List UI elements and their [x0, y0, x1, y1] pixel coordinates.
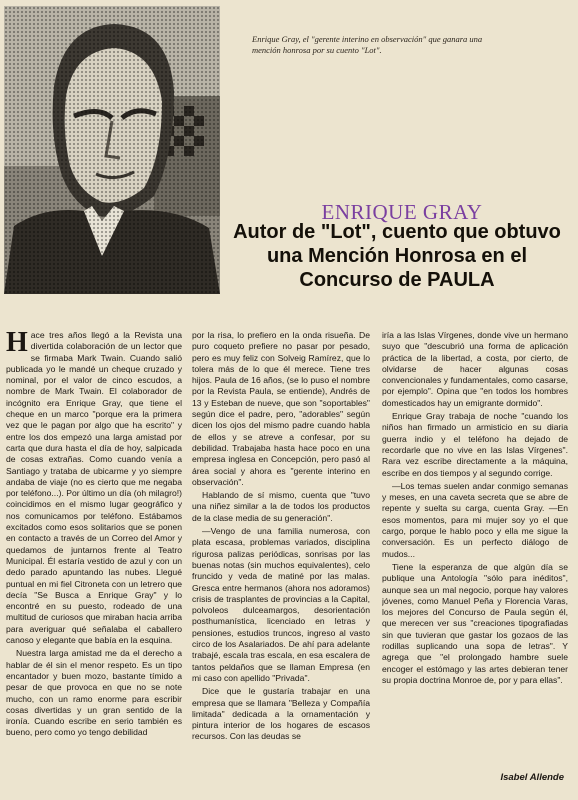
paragraph: —Los temas suelen andar conmigo semanas y meses, en una caveta secreta que se abre de repente y suelta su carga, cuenta Gray. —En esos momentos, para mi mujer soy yo el que cargo, porque le hablo poco y ella me sigue la conversación. Es un perfecto diálogo de mudos... — [382, 480, 568, 559]
subject-name: ENRIQUE GRAY — [321, 200, 483, 224]
paragraph: Hace tres años llegó a la Revista una divertida colaboración de un lector que se firmaba Mark Twain. Cuando salió publicada yo le mandé un cheque cruzado y nominal, por el valor de cinco escudos, a nombre de Mark Twain. El colaborador de incógnito era Enrique Gray, que tiene el cheque en un marco "porque era la primera vez que le pagan por algo que ha escrito" y entre los dos empezó una larga amistad por carta que dura hasta el día de hoy, salpicada de cosas extrañas. Como cuando venía a Santiago y trataba de ubicarme y yo siempre andaba de viaje (no es cierto que me negaba por teléfono...). Por último un día (oh milagro!) coincidimos en el mismo lugar geográfico y nos comunicamos por teléfono. Estábamos excitados como esos solitarios que se ponen en contacto a través de un Correo del Amor y quedamos de juntarnos frente al Teatro Municipal. Él estaría vestido de azul y con un dedo parado apuntando las nubes. Llegué puntual en mi fiel Citroneta con un letrero que decía "Se Busca a Enrique Gray" y lo encontré en su puesto, rodeado de una multitud de curiosos que miraban hacia arriba para averiguar qué señalaba el caballero canoso y elegante que babía en la esquina. — [6, 330, 182, 646]
paragraph: Tiene la esperanza de que algún día se publique una Antología "sólo para inéditos", aunque sea un mal negocio, porque hay valores jóvenes, como Manuel Peña y Florencia Varas, los mejores del Concurso de Paula según él, que merecen ver sus "creaciones tipografiadas sin que tuvieran que gastar los gozaos de las rodillas suplicando una sopa de letras". Y agrega que "el prolongado hambre suele encoger el estómago y las artes debieran tener su propia doctrina Monroe de, por y para ellas". — [382, 561, 568, 685]
drop-cap: H — [6, 330, 28, 358]
author-signature: Isabel Allende — [500, 772, 564, 783]
paragraph: Dice que le gustaría trabajar en una empresa que se llamara "Belleza y Compañía limitada" dedicada a la ornamentación y pintura interior de los hogares de escasos recursos. Con las deudas se — [192, 686, 370, 742]
portrait-photo — [4, 6, 220, 294]
paragraph: Enrique Gray trabaja de noche "cuando los niños han firmado un armisticio en su diaria guerra indio y el teléfono ha dejado de recordarle que no vive en las Islas Vírgenes". Rara vez escribe directamente a la máquina, escribe en dos tiempos y al segundo corrige. — [382, 411, 568, 478]
text-column-3 — [382, 330, 568, 762]
text-column-1 — [6, 330, 182, 790]
photo-caption: Enrique Gray, el "gerente interino en observación" que ganara una mención honrosa por su cuento "Lot". — [252, 34, 483, 55]
paragraph: —Vengo de una familia numerosa, con plata escasa, problemas variados, disciplina rigurosa palizas periódicas, sonrisas por las buenas notas (sin muchos equivalentes), celo fruncido y veda de matiné por las malas. Gresca entre hermanos (ahora nos adoramos) crisis de trasplantes de provincias a la Capital, polvoleos dulceamargos, desorientación posthumanística, licenciado en letras y pensiones, estudios truncos, ingreso al vasto circo de los Asalariados. De ahí para adelante trabajé, escala tras escala, en esa escalera de tantos peldaños que se llaman Empresa (en mi caso con apellido "Privada". — [192, 526, 370, 683]
paragraph: por la risa, lo prefiero en la onda risueña. De puro coqueto prefiere no pasar por pesado, pero es muy feliz con Solveig Ramírez, que lo tolera más de lo que él merece. Tiene tres hijos. Paula de 16 años, (se lo puso el nombre por la Revista Paula, se entiende), Andrés de 13 y Esteban de nueve, que son "soportables" según dice el padre, pero, "adorables" según dicen los ojos del mismo padre cuando habla de ellos y se atreve a confesar, por su debilidad. Trabajaba hasta hace poco en una empresa inglesa en Concepción, pero pasó al área social y ahora es "gerente interino en observación". — [192, 330, 370, 487]
text-column-2 — [192, 330, 370, 790]
paragraph: Hablando de sí mismo, cuenta que "tuvo una niñez similar a la de todos los productos de la clase media de su generación". — [192, 490, 370, 523]
paragraph: iría a las Islas Vírgenes, donde vive un hermano suyo que "descubrió una forma de aplicación práctica de la libertad, a costa, por cierto, de olvidarse de hacer algunas cosas convencionales y fundamentales, como casarse, por ejemplo". Opina que "en todos los hombres domesticados hay un emigrante dormido". — [382, 330, 568, 408]
article-headline: Autor de "Lot", cuento que obtuvo una Mención Honrosa en el Concurso de PAULA — [233, 221, 561, 291]
paragraph: Nuestra larga amistad me da el derecho a hablar de él sin el menor respeto. Es un tipo encantador y buen mozo, bastante tímido a pesar de que provoca en que no se note mucho, con un ramo enorme para escribir cosas divertidas y un gran sentido de la ironía. Cuando escribe en serio también es bueno, pero como yo tengo debilidad — [6, 648, 182, 738]
